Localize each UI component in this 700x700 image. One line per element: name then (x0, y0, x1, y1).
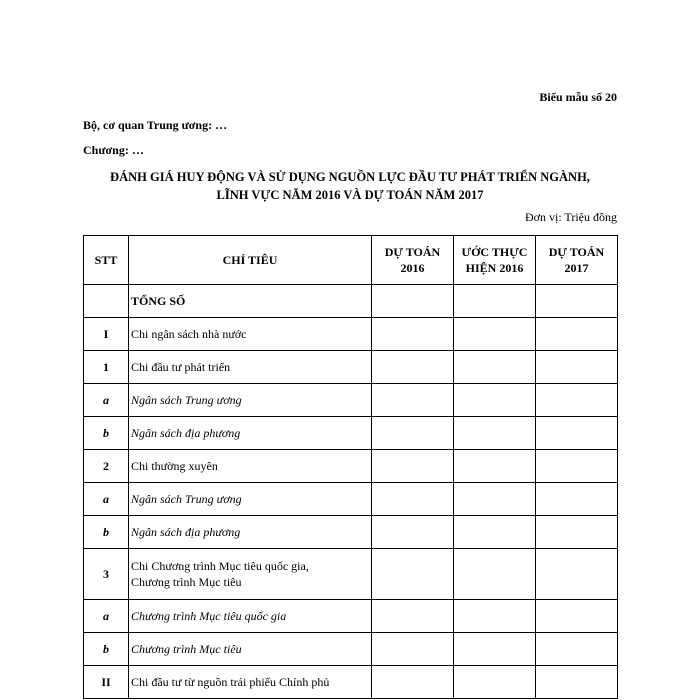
cell-value (372, 666, 454, 699)
cell-value (536, 450, 618, 483)
header-stt: STT (84, 236, 129, 285)
cell-value (454, 384, 536, 417)
ministry-label: Bộ, cơ quan Trung ương: … (83, 118, 228, 132)
table-row (84, 600, 618, 633)
cell-value (454, 483, 536, 516)
cell-value (372, 351, 454, 384)
row-name: Ngân sách Trung ương (129, 384, 372, 417)
header-estimate-2017-line1: DỰ TOÁN (548, 245, 605, 259)
table-row (84, 318, 618, 351)
row-stt: 1 (84, 351, 129, 384)
row-name-line2: Chương trình Mục tiêu (131, 575, 242, 589)
cell-value (372, 318, 454, 351)
cell-value (372, 450, 454, 483)
row-stt: I (84, 318, 129, 351)
cell-value (536, 666, 618, 699)
row-name: Chi thường xuyên (129, 450, 372, 483)
table-row (84, 633, 618, 666)
cell-value (372, 417, 454, 450)
unit-label: Đơn vị: Triệu đồng (524, 210, 617, 224)
row-stt (84, 285, 129, 318)
cell-value (372, 549, 454, 600)
row-name: Chi ngân sách nhà nước (129, 318, 372, 351)
row-name: Chương trình Mục tiêu (129, 633, 372, 666)
cell-value (536, 483, 618, 516)
row-name: Chi đầu tư từ nguồn trái phiếu Chính phủ (129, 666, 372, 699)
table-row-total (84, 285, 618, 318)
cell-value (536, 318, 618, 351)
row-name: Ngân sách địa phương (129, 516, 372, 549)
cell-value (454, 285, 536, 318)
row-name-line1: Chi Chương trình Mục tiêu quốc gia, (131, 559, 309, 573)
cell-value (454, 549, 536, 600)
table-row (84, 351, 618, 384)
row-name: TỔNG SỐ (129, 285, 372, 318)
table-row (84, 450, 618, 483)
row-stt: b (84, 417, 129, 450)
header-estimate-2016-line2: 2016 (400, 261, 425, 275)
budget-table (83, 235, 618, 699)
cell-value (536, 600, 618, 633)
cell-value (536, 516, 618, 549)
cell-value (454, 600, 536, 633)
cell-value (536, 549, 618, 600)
cell-value (372, 516, 454, 549)
cell-value (454, 666, 536, 699)
header-indicator: CHỈ TIÊU (129, 236, 372, 285)
row-stt: b (84, 516, 129, 549)
table-row (84, 483, 618, 516)
cell-value (536, 351, 618, 384)
row-name: Ngân sách địa phương (129, 417, 372, 450)
row-name: Chương trình Mục tiêu quốc gia (129, 600, 372, 633)
cell-value (454, 450, 536, 483)
table-row (84, 549, 618, 600)
table-row (84, 417, 618, 450)
cell-value (372, 483, 454, 516)
row-stt: a (84, 483, 129, 516)
cell-value (372, 384, 454, 417)
chapter-label: Chương: … (83, 143, 144, 157)
title-line-1: ĐÁNH GIÁ HUY ĐỘNG VÀ SỬ DỤNG NGUỒN LỰC ĐẦU TƯ PHÁT TRIỂN NGÀNH, (110, 170, 590, 184)
cell-value (372, 633, 454, 666)
table-header-row (84, 236, 618, 285)
cell-value (454, 417, 536, 450)
row-name: Ngân sách Trung ương (129, 483, 372, 516)
cell-value (454, 351, 536, 384)
row-name (129, 549, 372, 600)
header-actual-2016-line2: HIỆN 2016 (465, 261, 524, 275)
cell-value (536, 417, 618, 450)
header-estimate-2016-line1: DỰ TOÁN (384, 245, 441, 259)
cell-value (536, 285, 618, 318)
header-actual-2016-line1: ƯỚC THỰC (461, 245, 528, 259)
row-stt: 3 (84, 549, 129, 600)
title-line-2: LĨNH VỰC NĂM 2016 VÀ DỰ TOÁN NĂM 2017 (216, 188, 484, 202)
row-stt: b (84, 633, 129, 666)
table-row (84, 666, 618, 699)
cell-value (454, 516, 536, 549)
cell-value (454, 633, 536, 666)
cell-value (536, 633, 618, 666)
row-stt: a (84, 600, 129, 633)
cell-value (536, 384, 618, 417)
row-stt: 2 (84, 450, 129, 483)
cell-value (454, 318, 536, 351)
header-actual-2016 (454, 236, 536, 285)
cell-value (372, 285, 454, 318)
header-estimate-2016 (372, 236, 454, 285)
header-estimate-2017-line2: 2017 (564, 261, 589, 275)
header-estimate-2017 (536, 236, 618, 285)
table-row (84, 516, 618, 549)
document-title (60, 168, 640, 204)
form-number: Biểu mẫu số 20 (539, 90, 617, 104)
row-stt: II (84, 666, 129, 699)
cell-value (372, 600, 454, 633)
row-name: Chi đầu tư phát triển (129, 351, 372, 384)
row-stt: a (84, 384, 129, 417)
table-row (84, 384, 618, 417)
